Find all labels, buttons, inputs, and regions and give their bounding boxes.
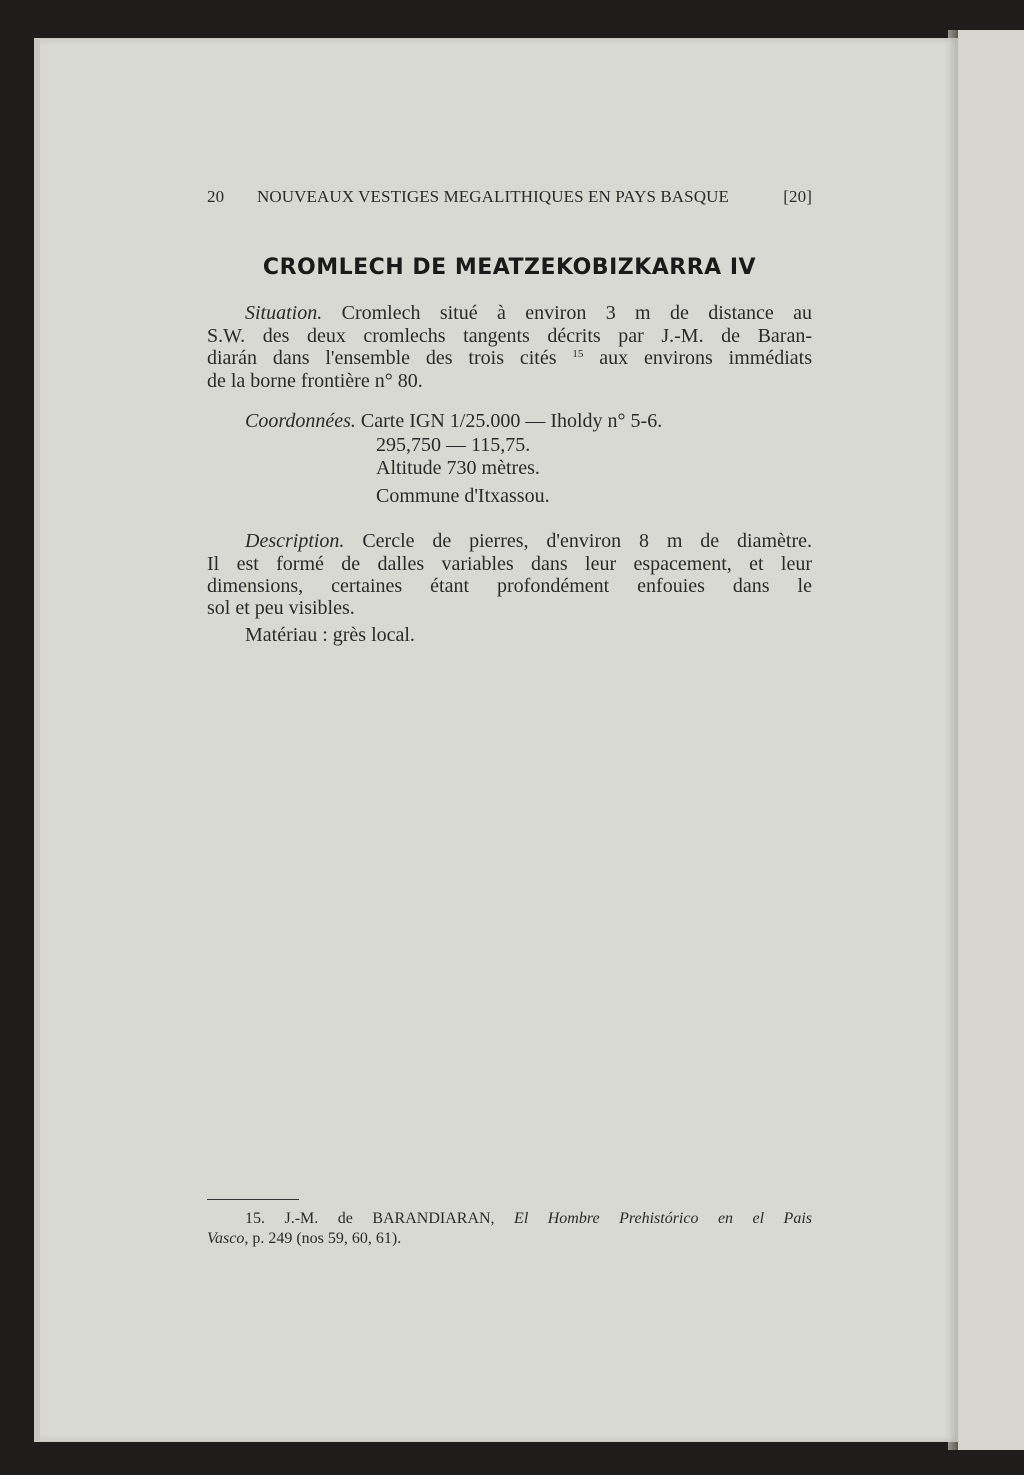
description-line-4: sol et peu visibles. [207, 597, 355, 619]
footnote-rule [207, 1199, 299, 1200]
running-title: NOUVEAUX VESTIGES MEGALITHIQUES EN PAYS BASQUE [257, 187, 729, 206]
situation-label: Situation. [245, 302, 323, 324]
coordonnees-line-1 [245, 410, 850, 432]
coordonnees-line-2: 295,750 — 115,75. [376, 434, 531, 456]
text: El Hombre Prehistórico en el Pais [514, 1210, 813, 1227]
page-number: 20 [207, 187, 225, 206]
description-line-2: Il est formé de dalles variables dans leur espacement, et leur [207, 553, 812, 575]
situation-line-2: S.W. des deux cromlechs tangents décrits par J.-M. de Baran- [207, 325, 812, 347]
footnote-line-1 [207, 1209, 812, 1229]
description-line-1 [207, 530, 812, 552]
text: Cromlech situé à environ 3 m de distance au [341, 302, 813, 324]
footnote-line-2 [207, 1229, 812, 1249]
situation-line-3 [207, 347, 812, 369]
footnote-ref[interactable]: 15 [572, 348, 584, 360]
text: p. 249 (nos 59, 60, 61). [252, 1230, 402, 1247]
situation-line-1 [207, 302, 812, 324]
section-title: CROMLECH DE MEATZEKOBIZKARRA IV [262, 255, 757, 280]
coordonnees-line-4: Commune d'Itxassou. [376, 485, 550, 507]
coordonnees-label: Coordonnées. [245, 410, 356, 432]
text: diarán dans l'ensemble des trois cités [207, 347, 557, 369]
text: aux environs immédiats [599, 347, 812, 369]
text: Carte IGN 1/25.000 — Iholdy n° 5-6. [360, 410, 663, 432]
description-label: Description. [245, 530, 345, 552]
facing-page-edge [958, 30, 1024, 1450]
text: 15. J.-M. de BARANDIARAN, [245, 1210, 495, 1227]
text: Vasco, [207, 1230, 249, 1247]
text: Cercle de pierres, d'environ 8 m de diamètre. [362, 530, 812, 552]
materiau-line: Matériau : grès local. [245, 624, 415, 646]
description-line-3: dimensions, certaines étant profondément enfouies dans le [207, 575, 812, 597]
coordonnees-line-3: Altitude 730 mètres. [376, 457, 540, 479]
situation-line-4: de la borne frontière n° 80. [207, 370, 423, 392]
page-reference: [20] [783, 187, 812, 206]
